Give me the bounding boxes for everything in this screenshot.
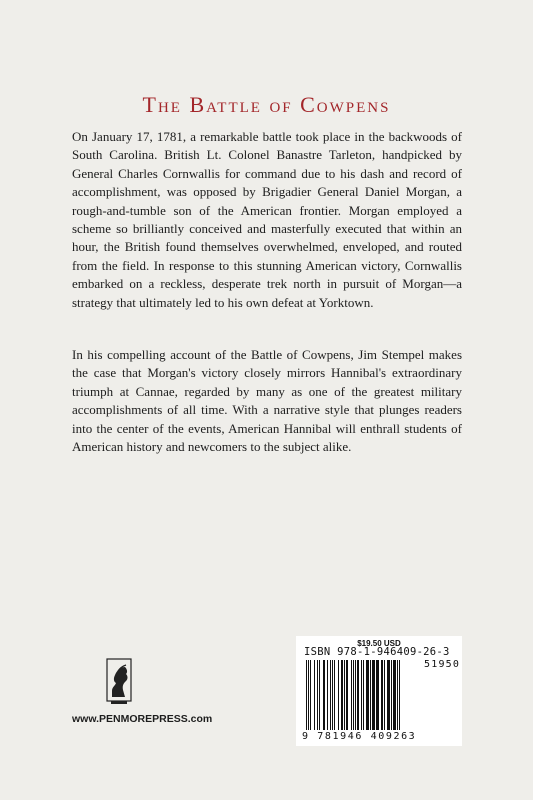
- publisher-website: www.PENMOREPRESS.com: [72, 713, 213, 725]
- price-code: 51950: [424, 659, 461, 670]
- description-paragraph-1: On January 17, 1781, a remarkable battle took place in the backwoods of South Carolina. British Lt. Colonel Banastre Tarleton, handpicked by General Charles Cornwallis for command due to his dash and record of accomplishment, was opposed by Brigadier General Daniel Morgan, a rough-and-tumble son of the American frontier. Morgan employed a scheme so brilliantly conceived and masterfully executed that within an hour, the British found themselves overwhelmed, enveloped, and routed from the field. In response to this stunning American victory, Cornwallis embarked on a reckless, desperate trek north in pursuit of Morgan—a strategy that ultimately led to his own defeat at Yorktown.: [72, 129, 462, 310]
- description-paragraph-2: In his compelling account of the Battle of Cowpens, Jim Stempel makes the case that Morgan's victory closely mirrors Hannibal's extraordinary triumph at Cannae, regarded by many as one of the greatest military accomplishments of all time. With a narrative style that plunges readers into the center of the events, American Hannibal will enthrall students of American history and newcomers to the subject alike.: [72, 347, 462, 455]
- penmore-knight-logo-icon: [104, 657, 134, 707]
- isbn-label: ISBN 978-1-946409-26-3: [304, 646, 450, 658]
- ean-barcode: [302, 660, 418, 732]
- cover-title: The Battle of Cowpens: [142, 92, 391, 117]
- price-label: $19.50 USD: [357, 639, 401, 648]
- ean-digits: 9 781946 409263: [302, 731, 417, 742]
- barcode-box: [296, 636, 462, 746]
